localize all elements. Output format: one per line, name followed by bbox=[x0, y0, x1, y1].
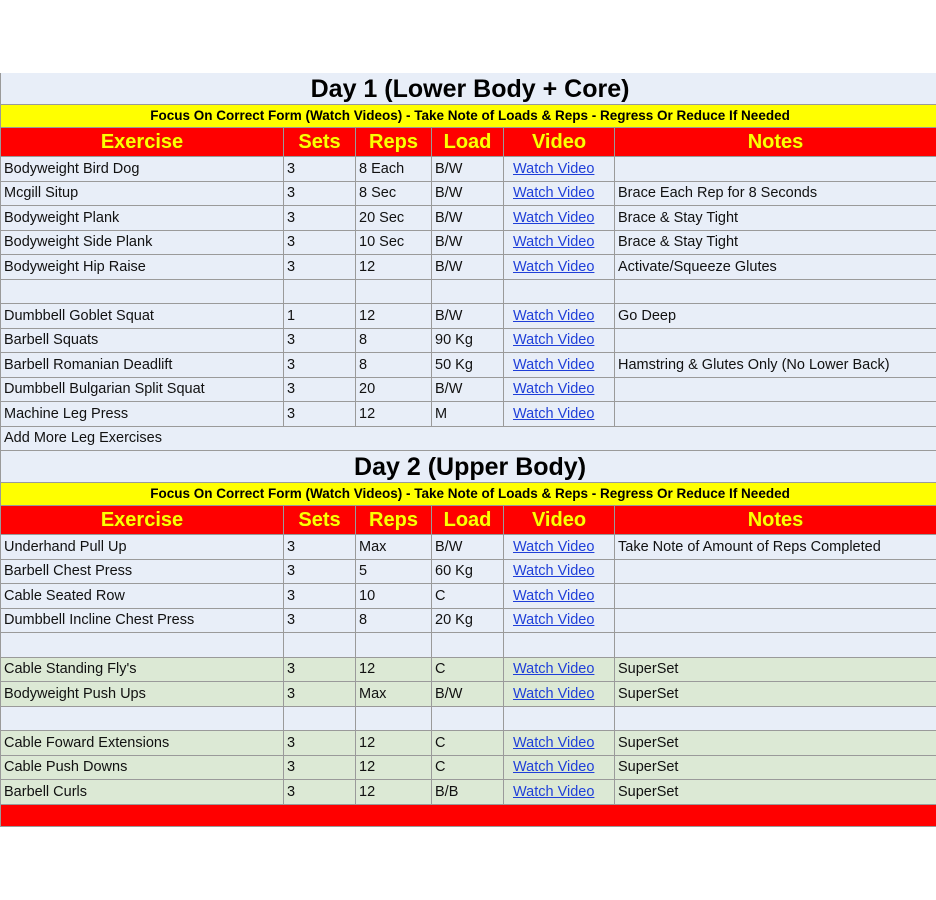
sets-cell: 3 bbox=[284, 755, 356, 780]
notes-cell: Brace Each Rep for 8 Seconds bbox=[615, 181, 936, 206]
video-cell bbox=[504, 535, 615, 560]
exercise-cell: Cable Foward Extensions bbox=[1, 731, 284, 756]
table-row bbox=[1, 633, 936, 658]
exercise-cell: Underhand Pull Up bbox=[1, 535, 284, 560]
load-cell: C bbox=[432, 755, 504, 780]
table-row bbox=[1, 731, 936, 756]
reps-cell: 10 bbox=[356, 584, 432, 609]
reps-cell: 20 bbox=[356, 377, 432, 402]
column-header-reps: Reps bbox=[356, 506, 432, 535]
reps-cell: 8 Each bbox=[356, 157, 432, 182]
notes-cell bbox=[615, 328, 936, 353]
reps-cell: 8 bbox=[356, 328, 432, 353]
exercise-cell: Machine Leg Press bbox=[1, 402, 284, 427]
video-cell bbox=[504, 279, 615, 304]
watch-video-link[interactable]: Watch Video bbox=[513, 759, 595, 776]
notes-cell: Activate/Squeeze Glutes bbox=[615, 255, 936, 280]
sets-cell: 3 bbox=[284, 535, 356, 560]
watch-video-link[interactable]: Watch Video bbox=[513, 332, 595, 349]
table-row bbox=[1, 353, 936, 378]
load-cell: B/W bbox=[432, 206, 504, 231]
reps-cell bbox=[356, 633, 432, 658]
video-cell bbox=[504, 328, 615, 353]
table-row bbox=[1, 328, 936, 353]
sets-cell bbox=[284, 633, 356, 658]
sets-cell: 3 bbox=[284, 328, 356, 353]
load-cell: C bbox=[432, 731, 504, 756]
load-cell: 90 Kg bbox=[432, 328, 504, 353]
sets-cell: 3 bbox=[284, 157, 356, 182]
load-cell: 60 Kg bbox=[432, 559, 504, 584]
reps-cell bbox=[356, 706, 432, 731]
load-cell: 50 Kg bbox=[432, 353, 504, 378]
load-cell: B/W bbox=[432, 255, 504, 280]
column-header-exercise: Exercise bbox=[1, 506, 284, 535]
reps-cell: 5 bbox=[356, 559, 432, 584]
load-cell: B/B bbox=[432, 780, 504, 805]
table-row bbox=[1, 279, 936, 304]
reps-cell: 12 bbox=[356, 657, 432, 682]
notes-cell bbox=[615, 279, 936, 304]
video-cell bbox=[504, 584, 615, 609]
watch-video-link[interactable]: Watch Video bbox=[513, 185, 595, 202]
watch-video-link[interactable]: Watch Video bbox=[513, 587, 595, 604]
video-cell bbox=[504, 181, 615, 206]
video-cell bbox=[504, 255, 615, 280]
watch-video-link[interactable]: Watch Video bbox=[513, 160, 595, 177]
watch-video-link[interactable]: Watch Video bbox=[513, 356, 595, 373]
exercise-cell: Dumbbell Incline Chest Press bbox=[1, 608, 284, 633]
notes-cell bbox=[615, 157, 936, 182]
watch-video-link[interactable]: Watch Video bbox=[513, 381, 595, 398]
watch-video-link[interactable]: Watch Video bbox=[513, 685, 595, 702]
video-cell bbox=[504, 157, 615, 182]
load-cell bbox=[432, 279, 504, 304]
reps-cell: 12 bbox=[356, 755, 432, 780]
notes-cell bbox=[615, 377, 936, 402]
table-row bbox=[1, 682, 936, 707]
reps-cell: 12 bbox=[356, 304, 432, 329]
column-header-video: Video bbox=[504, 128, 615, 157]
notes-cell bbox=[615, 608, 936, 633]
watch-video-link[interactable]: Watch Video bbox=[513, 405, 595, 422]
day2-banner-row bbox=[1, 483, 936, 506]
reps-cell: 10 Sec bbox=[356, 230, 432, 255]
exercise-cell: Bodyweight Hip Raise bbox=[1, 255, 284, 280]
video-cell bbox=[504, 706, 615, 731]
exercise-cell bbox=[1, 633, 284, 658]
table-row bbox=[1, 657, 936, 682]
load-cell: B/W bbox=[432, 682, 504, 707]
sets-cell: 3 bbox=[284, 584, 356, 609]
day2-title-row bbox=[1, 451, 936, 483]
workout-sheet bbox=[0, 73, 936, 827]
notes-cell: SuperSet bbox=[615, 682, 936, 707]
load-cell bbox=[432, 633, 504, 658]
load-cell: M bbox=[432, 402, 504, 427]
video-cell bbox=[504, 304, 615, 329]
column-header-notes: Notes bbox=[615, 128, 936, 157]
notes-cell bbox=[615, 633, 936, 658]
reps-cell: 8 bbox=[356, 608, 432, 633]
sets-cell: 3 bbox=[284, 657, 356, 682]
column-header-sets: Sets bbox=[284, 128, 356, 157]
column-header-exercise: Exercise bbox=[1, 128, 284, 157]
day2-focus-banner: Focus On Correct Form (Watch Videos) - Take Note of Loads & Reps - Regress Or Reduce If Needed bbox=[1, 483, 936, 506]
video-cell bbox=[504, 780, 615, 805]
day2-header-row bbox=[1, 506, 936, 535]
notes-cell: Hamstring & Glutes Only (No Lower Back) bbox=[615, 353, 936, 378]
exercise-cell: Barbell Squats bbox=[1, 328, 284, 353]
exercise-cell: Bodyweight Push Ups bbox=[1, 682, 284, 707]
day1-title-row bbox=[1, 73, 936, 105]
column-header-notes: Notes bbox=[615, 506, 936, 535]
watch-video-link[interactable]: Watch Video bbox=[513, 234, 595, 251]
sets-cell: 1 bbox=[284, 304, 356, 329]
exercise-cell: Cable Seated Row bbox=[1, 584, 284, 609]
exercise-cell: Dumbbell Goblet Squat bbox=[1, 304, 284, 329]
exercise-cell: Bodyweight Bird Dog bbox=[1, 157, 284, 182]
table-row bbox=[1, 230, 936, 255]
load-cell: B/W bbox=[432, 304, 504, 329]
column-header-sets: Sets bbox=[284, 506, 356, 535]
video-cell bbox=[504, 657, 615, 682]
column-header-video: Video bbox=[504, 506, 615, 535]
table-row bbox=[1, 559, 936, 584]
table-row bbox=[1, 402, 936, 427]
load-cell: C bbox=[432, 657, 504, 682]
exercise-cell bbox=[1, 706, 284, 731]
day2-title: Day 2 (Upper Body) bbox=[1, 451, 936, 483]
video-cell bbox=[504, 377, 615, 402]
table-row bbox=[1, 584, 936, 609]
day1-banner-row bbox=[1, 105, 936, 128]
sets-cell: 3 bbox=[284, 255, 356, 280]
exercise-cell: Barbell Curls bbox=[1, 780, 284, 805]
watch-video-link[interactable]: Watch Video bbox=[513, 209, 595, 226]
reps-cell: 12 bbox=[356, 780, 432, 805]
sets-cell: 3 bbox=[284, 230, 356, 255]
load-cell: B/W bbox=[432, 181, 504, 206]
notes-cell: Brace & Stay Tight bbox=[615, 206, 936, 231]
reps-cell bbox=[356, 279, 432, 304]
exercise-cell: Cable Standing Fly's bbox=[1, 657, 284, 682]
video-cell bbox=[504, 755, 615, 780]
watch-video-link[interactable]: Watch Video bbox=[513, 538, 595, 555]
watch-video-link[interactable]: Watch Video bbox=[513, 783, 595, 800]
load-cell: B/W bbox=[432, 230, 504, 255]
watch-video-link[interactable]: Watch Video bbox=[513, 563, 595, 580]
day1-header-row bbox=[1, 128, 936, 157]
table-row bbox=[1, 157, 936, 182]
sets-cell bbox=[284, 706, 356, 731]
reps-cell: 8 Sec bbox=[356, 181, 432, 206]
load-cell: B/W bbox=[432, 377, 504, 402]
load-cell bbox=[432, 706, 504, 731]
watch-video-link[interactable]: Watch Video bbox=[513, 612, 595, 629]
exercise-cell: Dumbbell Bulgarian Split Squat bbox=[1, 377, 284, 402]
table-row bbox=[1, 608, 936, 633]
video-cell bbox=[504, 206, 615, 231]
table-row bbox=[1, 706, 936, 731]
sets-cell: 3 bbox=[284, 181, 356, 206]
watch-video-link[interactable]: Watch Video bbox=[513, 661, 595, 678]
sets-cell: 3 bbox=[284, 731, 356, 756]
notes-cell bbox=[615, 402, 936, 427]
reps-cell: 20 Sec bbox=[356, 206, 432, 231]
sets-cell: 3 bbox=[284, 608, 356, 633]
notes-cell: SuperSet bbox=[615, 731, 936, 756]
exercise-cell: Mcgill Situp bbox=[1, 181, 284, 206]
video-cell bbox=[504, 608, 615, 633]
table-row bbox=[1, 755, 936, 780]
notes-cell: Brace & Stay Tight bbox=[615, 230, 936, 255]
notes-cell bbox=[615, 559, 936, 584]
video-cell bbox=[504, 731, 615, 756]
column-header-load: Load bbox=[432, 506, 504, 535]
table-row bbox=[1, 181, 936, 206]
exercise-cell bbox=[1, 279, 284, 304]
load-cell: B/W bbox=[432, 535, 504, 560]
day1-title: Day 1 (Lower Body + Core) bbox=[1, 73, 936, 105]
exercise-cell: Bodyweight Side Plank bbox=[1, 230, 284, 255]
load-cell: B/W bbox=[432, 157, 504, 182]
notes-cell: SuperSet bbox=[615, 657, 936, 682]
table-row bbox=[1, 255, 936, 280]
video-cell bbox=[504, 633, 615, 658]
table-row bbox=[1, 377, 936, 402]
reps-cell: Max bbox=[356, 682, 432, 707]
table-row bbox=[1, 780, 936, 805]
reps-cell: 12 bbox=[356, 731, 432, 756]
watch-video-link[interactable]: Watch Video bbox=[513, 307, 595, 324]
end-bar bbox=[1, 804, 936, 826]
notes-cell: Go Deep bbox=[615, 304, 936, 329]
load-cell: C bbox=[432, 584, 504, 609]
sets-cell: 3 bbox=[284, 559, 356, 584]
notes-cell: SuperSet bbox=[615, 755, 936, 780]
sets-cell: 3 bbox=[284, 402, 356, 427]
video-cell bbox=[504, 682, 615, 707]
exercise-cell: Bodyweight Plank bbox=[1, 206, 284, 231]
sets-cell: 3 bbox=[284, 206, 356, 231]
video-cell bbox=[504, 559, 615, 584]
table-row bbox=[1, 304, 936, 329]
day1-focus-banner: Focus On Correct Form (Watch Videos) - Take Note of Loads & Reps - Regress Or Reduce If Needed bbox=[1, 105, 936, 128]
end-bar-row bbox=[1, 804, 936, 826]
reps-cell: Max bbox=[356, 535, 432, 560]
notes-cell: Take Note of Amount of Reps Completed bbox=[615, 535, 936, 560]
column-header-load: Load bbox=[432, 128, 504, 157]
sets-cell: 3 bbox=[284, 353, 356, 378]
workout-table-body bbox=[1, 73, 936, 826]
reps-cell: 12 bbox=[356, 402, 432, 427]
load-cell: 20 Kg bbox=[432, 608, 504, 633]
watch-video-link[interactable]: Watch Video bbox=[513, 258, 595, 275]
notes-cell bbox=[615, 706, 936, 731]
watch-video-link[interactable]: Watch Video bbox=[513, 734, 595, 751]
sets-cell: 3 bbox=[284, 780, 356, 805]
notes-cell bbox=[615, 584, 936, 609]
workout-table bbox=[0, 73, 936, 827]
exercise-cell: Cable Push Downs bbox=[1, 755, 284, 780]
table-row bbox=[1, 206, 936, 231]
exercise-cell: Barbell Romanian Deadlift bbox=[1, 353, 284, 378]
video-cell bbox=[504, 230, 615, 255]
day1-footer-row bbox=[1, 426, 936, 451]
column-header-reps: Reps bbox=[356, 128, 432, 157]
add-more-exercises-note: Add More Leg Exercises bbox=[1, 426, 936, 451]
exercise-cell: Barbell Chest Press bbox=[1, 559, 284, 584]
sets-cell: 3 bbox=[284, 682, 356, 707]
table-row bbox=[1, 535, 936, 560]
reps-cell: 8 bbox=[356, 353, 432, 378]
notes-cell: SuperSet bbox=[615, 780, 936, 805]
sets-cell: 3 bbox=[284, 377, 356, 402]
reps-cell: 12 bbox=[356, 255, 432, 280]
sets-cell bbox=[284, 279, 356, 304]
video-cell bbox=[504, 402, 615, 427]
video-cell bbox=[504, 353, 615, 378]
